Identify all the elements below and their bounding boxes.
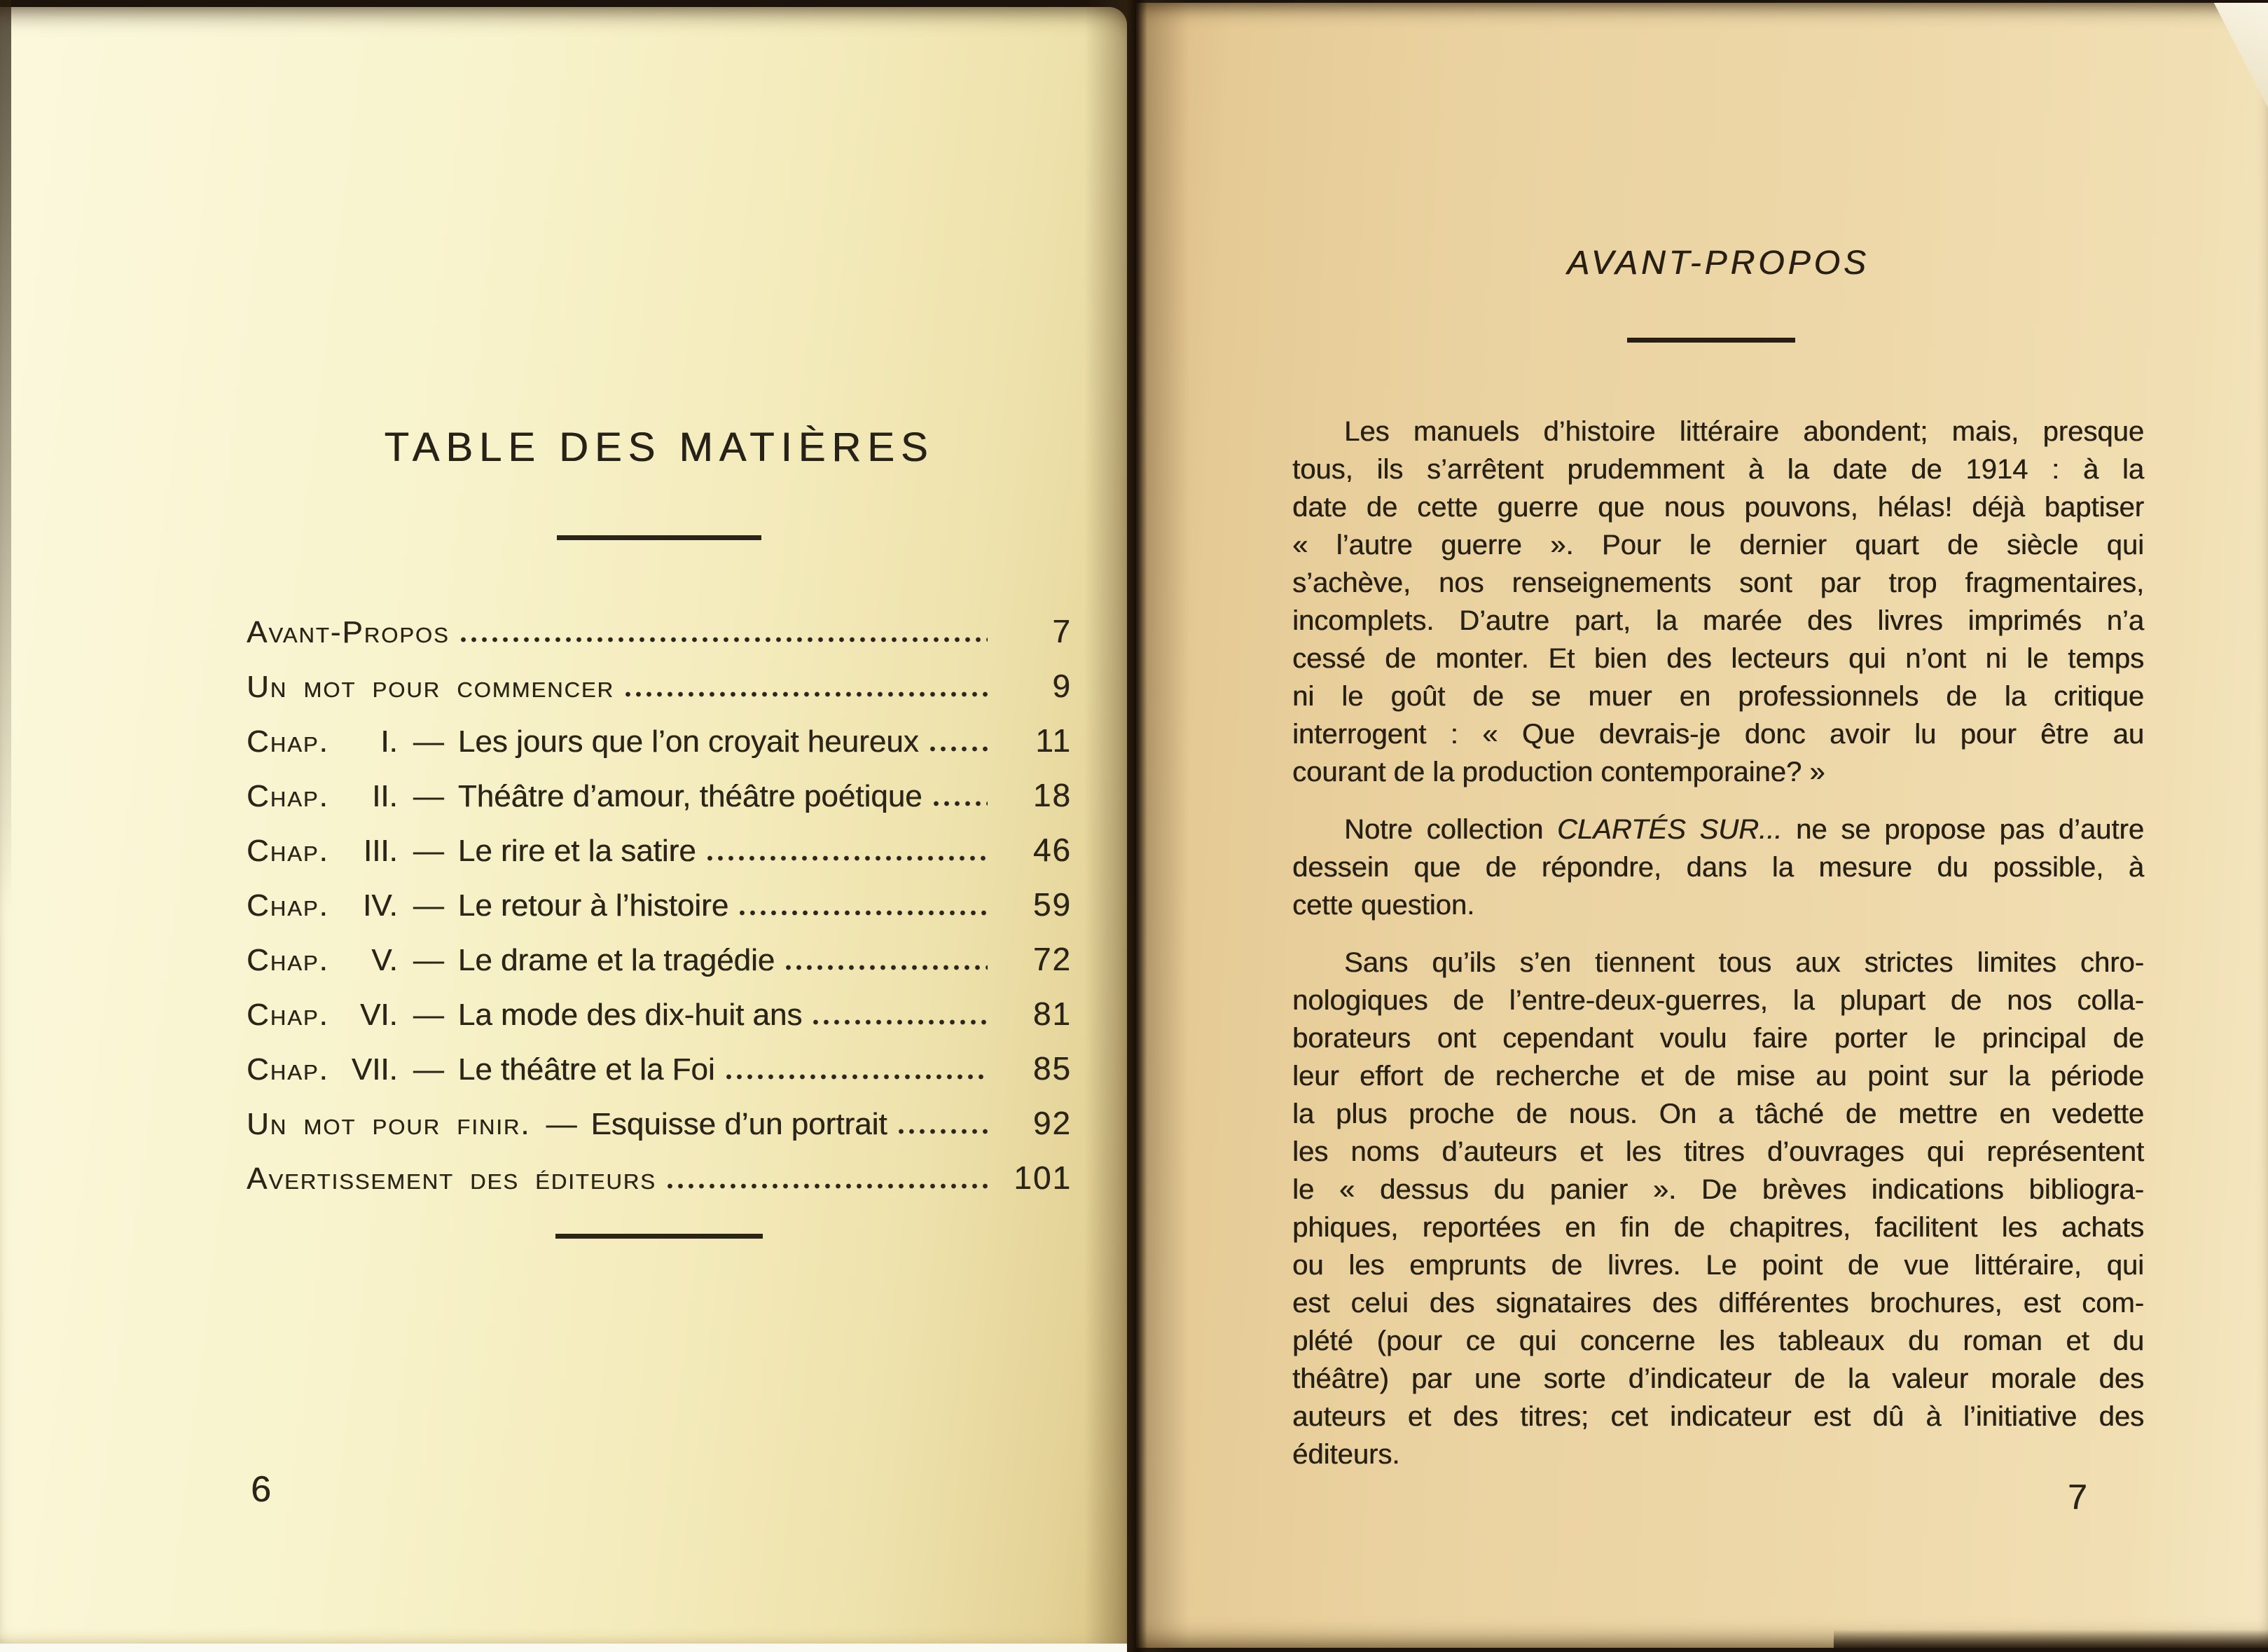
toc-chapter-numeral: III.: [363, 834, 398, 868]
toc-entry-label: Chap.: [247, 943, 329, 977]
toc-title-rule: [557, 535, 761, 540]
body-line: le « dessus du panier ». De brèves indications bibliogra-: [1292, 1174, 2144, 1205]
body-line: courant de la production contemporaine? »: [1292, 757, 1825, 787]
toc-title: TABLE DES MATIÈRES: [384, 425, 934, 470]
toc-entry-title: Esquisse d’un portrait: [590, 1107, 887, 1141]
body-line: interrogent : « Que devrais-je donc avoir lu pour être au: [1292, 719, 2144, 750]
body-line: plété (pour ce qui concerne les tableaux du roman et du: [1292, 1326, 2144, 1356]
body-paragraph: [1292, 413, 2144, 791]
toc-dash: —: [546, 1107, 577, 1141]
toc-chapter-numeral: I.: [380, 724, 398, 759]
toc-chapter-numeral: II.: [372, 779, 398, 813]
body-line: Les manuels d’histoire littéraire abondent; mais, presque: [1344, 416, 2144, 447]
toc-entry-title: Le drame et la tragédie: [457, 943, 775, 977]
body-line: incomplets. D’autre part, la marée des livres imprimés n’a: [1292, 605, 2144, 636]
body-paragraph: [1292, 944, 2144, 1473]
body-line: éditeurs.: [1292, 1439, 1400, 1470]
dot-leader: [665, 1183, 988, 1189]
right-page: [1136, 3, 2268, 1648]
body-line: ou les emprunts de livres. Le point de vue littéraire, qui: [1292, 1250, 2144, 1281]
avant-propos-title: AVANT-PROPOS: [1567, 245, 1869, 282]
toc-dash: —: [413, 943, 444, 977]
toc-page-number: 101: [1014, 1159, 1072, 1196]
toc-entry-title: Le retour à l’histoire: [457, 888, 729, 923]
body-line: théâtre) par une sorte d’indicateur de la valeur morale des: [1292, 1363, 2144, 1394]
toc-dash: —: [413, 834, 444, 868]
toc-entry: [247, 1042, 1072, 1096]
toc-chapter-numeral: VII.: [351, 1052, 398, 1087]
text-segment: Notre collection: [1344, 814, 1558, 845]
toc-entry-label: Avertissement des éditeurs: [247, 1162, 656, 1196]
toc-entry: [247, 987, 1072, 1042]
toc-entry-title: La mode des dix-huit ans: [457, 998, 803, 1032]
body-line: tous, ils s’arrêtent prudemment à la date de 1914 : à la: [1292, 454, 2144, 485]
left-page-number: 6: [251, 1469, 271, 1510]
body-line: date de cette guerre que nous pouvons, hélas! déjà baptiser: [1292, 492, 2144, 523]
body-column: [1292, 413, 2144, 1493]
dot-leader: [810, 1019, 988, 1025]
toc-page-number: 92: [1032, 1105, 1072, 1141]
body-line: cette question.: [1292, 890, 1475, 921]
body-line: borateurs ont cependant voulu faire porter le principal de: [1292, 1023, 2144, 1054]
dot-leader: [623, 691, 988, 697]
toc-entry: [247, 878, 1072, 932]
toc-entry-label: Chap.: [247, 834, 329, 868]
toc-entry: [247, 823, 1072, 878]
body-line: est celui des signataires des différentes brochures, est com-: [1292, 1288, 2144, 1319]
toc-entry-title: Le théâtre et la Foi: [457, 1052, 715, 1087]
toc-chapter-numeral: V.: [371, 943, 398, 977]
bottom-edge-shadow: [1834, 1630, 2268, 1648]
dot-leader: [896, 1129, 988, 1134]
toc-page-number: 18: [1032, 777, 1072, 813]
toc-entry-label: Chap.: [247, 888, 329, 923]
body-line: s’achève, nos renseignements sont par trop fragmentaires,: [1292, 567, 2144, 598]
body-line: Sans qu’ils s’en tiennent tous aux strictes limites chro-: [1344, 947, 2144, 978]
body-line: leur effort de recherche et de mise au point sur la période: [1292, 1061, 2144, 1092]
toc-entry: [247, 605, 1072, 659]
toc-entry: [247, 1096, 1072, 1151]
toc-dash: —: [413, 779, 444, 813]
toc-entry-label: Avant-Propos: [247, 615, 450, 649]
toc-dash: —: [413, 998, 444, 1032]
toc-entry: [247, 714, 1072, 769]
scanner-bed-strip: [0, 1644, 1127, 1652]
dot-leader: [705, 855, 988, 861]
left-page: [0, 7, 1127, 1644]
toc-entry-label: Chap.: [247, 724, 329, 759]
toc-page-number: 46: [1032, 832, 1072, 868]
toc-page-number: 85: [1032, 1050, 1072, 1087]
toc-entry-title: Les jours que l’on croyait heureux: [457, 724, 919, 759]
toc-entry: [247, 932, 1072, 987]
body-line: « l’autre guerre ». Pour le dernier quart de siècle qui: [1292, 530, 2144, 560]
toc-entry-label: Un mot pour finir.: [247, 1107, 531, 1141]
italic-series-name: CLARTÉS SUR...: [1557, 814, 1783, 845]
toc-entry-label: Chap.: [247, 998, 329, 1032]
toc-chapter-numeral: IV.: [362, 888, 398, 923]
toc-page-number: 7: [1052, 613, 1072, 649]
toc-entry: [247, 659, 1072, 714]
toc-page-number: 59: [1032, 886, 1072, 923]
body-line: les noms d’auteurs et les titres d’ouvrages qui représentent: [1292, 1136, 2144, 1167]
toc-entry: [247, 1151, 1072, 1206]
toc-dash: —: [413, 888, 444, 923]
toc-list: [247, 605, 1072, 1206]
toc-dash: —: [413, 724, 444, 759]
toc-column: [247, 424, 1072, 1239]
avant-propos-rule: [1627, 338, 1795, 343]
right-page-number: 7: [2068, 1478, 2087, 1517]
toc-page-number: 72: [1032, 941, 1072, 977]
toc-dash: —: [413, 1052, 444, 1087]
dot-leader: [737, 910, 988, 916]
left-edge-shadow: [0, 0, 11, 911]
dot-leader: [724, 1074, 988, 1080]
toc-entry-title: Le rire et la satire: [457, 834, 696, 868]
dot-leader: [458, 637, 988, 642]
toc-entry-title: Théâtre d’amour, théâtre poétique: [457, 779, 922, 813]
body-line: phiques, reportées en fin de chapitres, facilitent les achats: [1292, 1212, 2144, 1243]
body-line: nologiques de l’entre-deux-guerres, la plupart de nos colla-: [1292, 985, 2144, 1016]
dot-leader: [931, 801, 988, 806]
dot-leader: [783, 965, 988, 970]
dot-leader: [927, 746, 988, 752]
toc-entry-label: Chap.: [247, 1052, 329, 1087]
body-line: cessé de monter. Et bien des lecteurs qui n’ont ni le temps: [1292, 643, 2144, 674]
toc-entry: [247, 769, 1072, 823]
body-paragraph: [1292, 811, 2144, 924]
body-line: [1292, 811, 2144, 848]
toc-page-number: 9: [1052, 668, 1072, 704]
body-line: auteurs et des titres; cet indicateur est dû à l’initiative des: [1292, 1401, 2144, 1432]
page-corner-sliver: [2209, 3, 2268, 108]
body-line: la plus proche de nous. On a tâché de mettre en vedette: [1292, 1099, 2144, 1129]
body-line: ni le goût de se muer en professionnels de la critique: [1292, 681, 2144, 712]
body-line: dessein que de répondre, dans la mesure du possible, à: [1292, 852, 2144, 883]
toc-entry-label: Chap.: [247, 779, 329, 813]
text-segment: ne se propose pas d’autre: [1782, 814, 2145, 845]
toc-page-number: 11: [1035, 722, 1072, 759]
toc-page-number: 81: [1032, 996, 1072, 1032]
toc-chapter-numeral: VI.: [359, 998, 398, 1032]
toc-entry-label: Un mot pour commencer: [247, 670, 614, 704]
toc-end-rule: [555, 1234, 763, 1239]
